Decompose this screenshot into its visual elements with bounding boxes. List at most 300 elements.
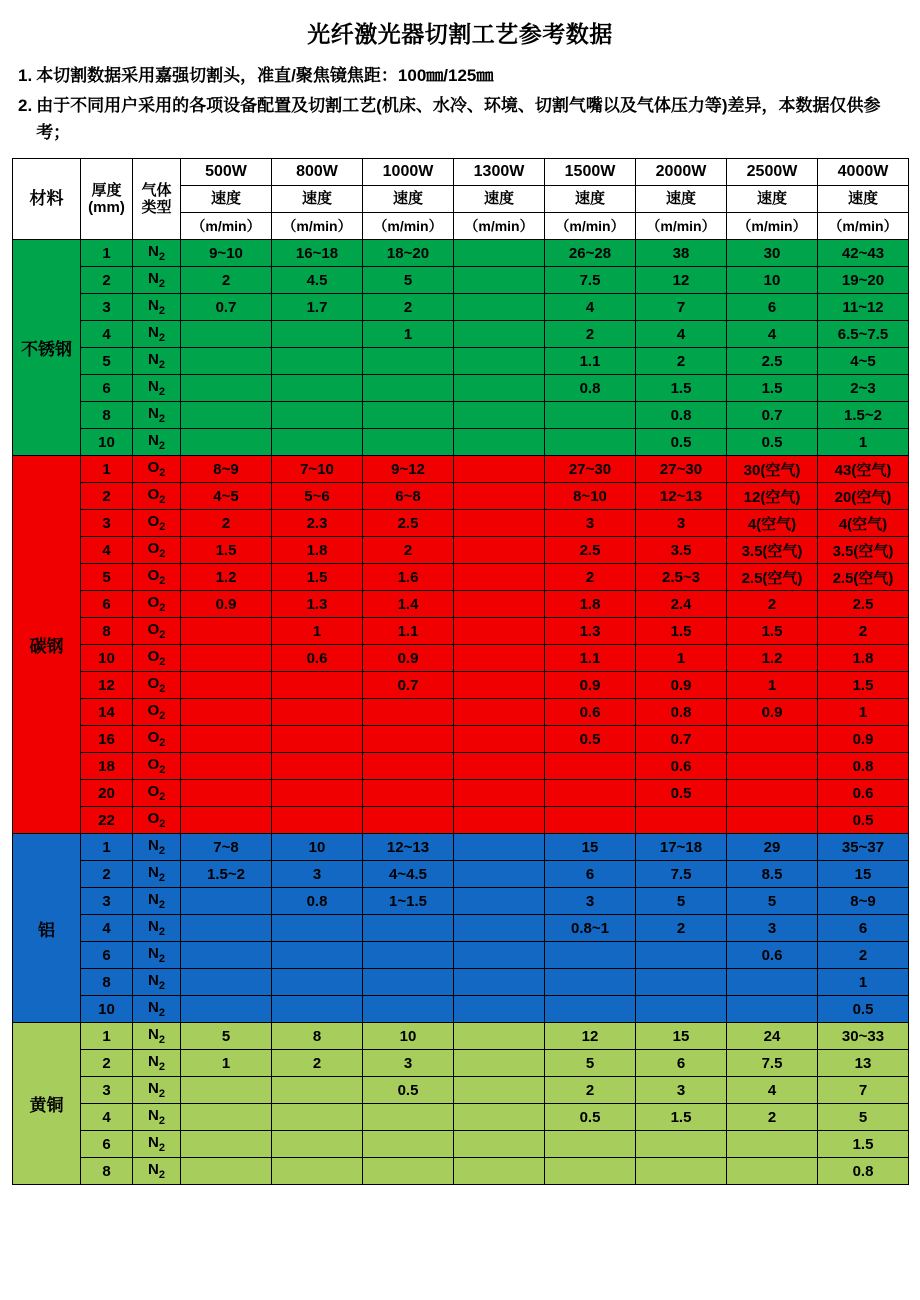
speed-cell: 15 bbox=[545, 834, 636, 861]
material-cell: 碳钢 bbox=[13, 456, 81, 834]
gas-cell: $O_2$ bbox=[133, 699, 181, 726]
header-speed-4000w: 速度 bbox=[818, 186, 909, 213]
material-cell: 黄铜 bbox=[13, 1023, 81, 1185]
header-speed-1000w: 速度 bbox=[363, 186, 454, 213]
header-speed-800w: 速度 bbox=[272, 186, 363, 213]
gas-cell: $O_2$ bbox=[133, 645, 181, 672]
speed-cell bbox=[181, 1131, 272, 1158]
speed-cell bbox=[181, 321, 272, 348]
speed-cell: 11~12 bbox=[818, 294, 909, 321]
speed-cell: 7.5 bbox=[636, 861, 727, 888]
speed-cell: 2 bbox=[636, 915, 727, 942]
speed-cell: 0.8 bbox=[272, 888, 363, 915]
header-unit-500w: （m/min） bbox=[181, 213, 272, 240]
speed-cell bbox=[545, 942, 636, 969]
header-power-500w: 500W bbox=[181, 159, 272, 186]
speed-cell bbox=[272, 348, 363, 375]
thickness-cell: 2 bbox=[81, 861, 133, 888]
speed-cell bbox=[363, 1131, 454, 1158]
note-number: 1. bbox=[18, 66, 33, 85]
speed-cell bbox=[727, 996, 818, 1023]
speed-cell bbox=[454, 861, 545, 888]
speed-cell bbox=[272, 402, 363, 429]
speed-cell: 0.7 bbox=[181, 294, 272, 321]
speed-cell bbox=[181, 780, 272, 807]
table-row bbox=[13, 591, 909, 618]
speed-cell bbox=[454, 969, 545, 996]
header-speed-2000w: 速度 bbox=[636, 186, 727, 213]
speed-cell: 13 bbox=[818, 1050, 909, 1077]
speed-cell: 8~9 bbox=[818, 888, 909, 915]
speed-cell bbox=[272, 1077, 363, 1104]
table-row bbox=[13, 1158, 909, 1185]
table-body bbox=[13, 240, 909, 1185]
table-row bbox=[13, 267, 909, 294]
table-row bbox=[13, 483, 909, 510]
thickness-cell: 1 bbox=[81, 834, 133, 861]
speed-cell: 0.9 bbox=[727, 699, 818, 726]
speed-cell bbox=[545, 402, 636, 429]
header-gas-line2: 类型 bbox=[141, 199, 172, 217]
note-item bbox=[18, 93, 908, 146]
thickness-cell: 8 bbox=[81, 1158, 133, 1185]
gas-cell: $N_2$ bbox=[133, 348, 181, 375]
speed-cell bbox=[636, 996, 727, 1023]
speed-cell bbox=[454, 1023, 545, 1050]
speed-cell: 4 bbox=[636, 321, 727, 348]
thickness-cell: 16 bbox=[81, 726, 133, 753]
speed-cell: 4 bbox=[727, 321, 818, 348]
gas-cell: $N_2$ bbox=[133, 402, 181, 429]
speed-cell bbox=[454, 294, 545, 321]
table-row bbox=[13, 402, 909, 429]
speed-cell: 0.6 bbox=[818, 780, 909, 807]
header-gas-type bbox=[133, 159, 181, 240]
speed-cell: 4~5 bbox=[818, 348, 909, 375]
thickness-cell: 2 bbox=[81, 483, 133, 510]
speed-cell bbox=[454, 942, 545, 969]
speed-cell bbox=[454, 483, 545, 510]
table-row bbox=[13, 456, 909, 483]
speed-cell: 2 bbox=[545, 321, 636, 348]
speed-cell: 2 bbox=[636, 348, 727, 375]
speed-cell: 0.7 bbox=[636, 726, 727, 753]
speed-cell: 12~13 bbox=[363, 834, 454, 861]
speed-cell bbox=[181, 375, 272, 402]
speed-cell bbox=[727, 1158, 818, 1185]
table-row bbox=[13, 969, 909, 996]
thickness-cell: 14 bbox=[81, 699, 133, 726]
speed-cell bbox=[454, 699, 545, 726]
speed-cell: 5~6 bbox=[272, 483, 363, 510]
speed-cell bbox=[181, 807, 272, 834]
speed-cell bbox=[272, 942, 363, 969]
gas-cell: $N_2$ bbox=[133, 267, 181, 294]
thickness-cell: 3 bbox=[81, 294, 133, 321]
speed-cell bbox=[272, 780, 363, 807]
speed-cell: 1.3 bbox=[272, 591, 363, 618]
speed-cell bbox=[272, 699, 363, 726]
gas-cell: $O_2$ bbox=[133, 537, 181, 564]
gas-cell: $N_2$ bbox=[133, 321, 181, 348]
speed-cell: 26~28 bbox=[545, 240, 636, 267]
speed-cell bbox=[363, 780, 454, 807]
speed-cell: 2.5(空气) bbox=[818, 564, 909, 591]
note-number: 2. bbox=[18, 96, 33, 116]
speed-cell: 19~20 bbox=[818, 267, 909, 294]
speed-cell: 5 bbox=[181, 1023, 272, 1050]
speed-cell bbox=[363, 1158, 454, 1185]
speed-cell: 1~1.5 bbox=[363, 888, 454, 915]
speed-cell: 10 bbox=[363, 1023, 454, 1050]
speed-cell: 2 bbox=[727, 1104, 818, 1131]
gas-cell: $O_2$ bbox=[133, 753, 181, 780]
speed-cell bbox=[727, 1131, 818, 1158]
speed-cell: 4.5 bbox=[272, 267, 363, 294]
thickness-cell: 3 bbox=[81, 1077, 133, 1104]
speed-cell bbox=[181, 942, 272, 969]
table-row bbox=[13, 645, 909, 672]
thickness-cell: 2 bbox=[81, 267, 133, 294]
speed-cell: 2 bbox=[181, 267, 272, 294]
speed-cell bbox=[454, 267, 545, 294]
thickness-cell: 5 bbox=[81, 564, 133, 591]
speed-cell: 2 bbox=[363, 537, 454, 564]
table-row bbox=[13, 1104, 909, 1131]
speed-cell: 2.5(空气) bbox=[727, 564, 818, 591]
table-row bbox=[13, 888, 909, 915]
speed-cell: 35~37 bbox=[818, 834, 909, 861]
speed-cell bbox=[727, 753, 818, 780]
thickness-cell: 18 bbox=[81, 753, 133, 780]
gas-cell: $N_2$ bbox=[133, 1131, 181, 1158]
speed-cell: 4(空气) bbox=[727, 510, 818, 537]
speed-cell: 0.9 bbox=[363, 645, 454, 672]
speed-cell bbox=[454, 429, 545, 456]
speed-cell: 3 bbox=[636, 510, 727, 537]
speed-cell: 1.5 bbox=[818, 1131, 909, 1158]
speed-cell: 1.5~2 bbox=[181, 861, 272, 888]
speed-cell: 0.5 bbox=[818, 996, 909, 1023]
speed-cell: 2.5 bbox=[363, 510, 454, 537]
gas-cell: $N_2$ bbox=[133, 1023, 181, 1050]
speed-cell: 5 bbox=[818, 1104, 909, 1131]
speed-cell: 15 bbox=[636, 1023, 727, 1050]
speed-cell: 5 bbox=[545, 1050, 636, 1077]
speed-cell: 3.5 bbox=[636, 537, 727, 564]
speed-cell bbox=[272, 1131, 363, 1158]
speed-cell bbox=[272, 1158, 363, 1185]
header-speed-1500w: 速度 bbox=[545, 186, 636, 213]
speed-cell: 2 bbox=[818, 618, 909, 645]
speed-cell: 3 bbox=[636, 1077, 727, 1104]
speed-cell: 1.5 bbox=[272, 564, 363, 591]
header-power-1500w: 1500W bbox=[545, 159, 636, 186]
speed-cell bbox=[272, 1104, 363, 1131]
speed-cell: 0.5 bbox=[363, 1077, 454, 1104]
speed-cell: 15 bbox=[818, 861, 909, 888]
speed-cell bbox=[454, 726, 545, 753]
speed-cell: 43(空气) bbox=[818, 456, 909, 483]
speed-cell bbox=[545, 780, 636, 807]
speed-cell bbox=[727, 780, 818, 807]
speed-cell: 3 bbox=[363, 1050, 454, 1077]
header-unit-1300w: （m/min） bbox=[454, 213, 545, 240]
header-speed-1300w: 速度 bbox=[454, 186, 545, 213]
speed-cell: 8.5 bbox=[727, 861, 818, 888]
header-speed-2500w: 速度 bbox=[727, 186, 818, 213]
speed-cell bbox=[363, 915, 454, 942]
speed-cell bbox=[272, 375, 363, 402]
gas-cell: $N_2$ bbox=[133, 294, 181, 321]
speed-cell bbox=[181, 645, 272, 672]
speed-cell bbox=[454, 564, 545, 591]
speed-cell: 2 bbox=[818, 942, 909, 969]
speed-cell: 20(空气) bbox=[818, 483, 909, 510]
thickness-cell: 4 bbox=[81, 321, 133, 348]
speed-cell: 7~10 bbox=[272, 456, 363, 483]
table-row bbox=[13, 672, 909, 699]
speed-cell: 3 bbox=[727, 915, 818, 942]
speed-cell: 2 bbox=[363, 294, 454, 321]
speed-cell bbox=[272, 321, 363, 348]
header-power-1300w: 1300W bbox=[454, 159, 545, 186]
gas-cell: $N_2$ bbox=[133, 915, 181, 942]
speed-cell: 6 bbox=[636, 1050, 727, 1077]
speed-cell: 1.5~2 bbox=[818, 402, 909, 429]
speed-cell: 1.5 bbox=[181, 537, 272, 564]
table-row bbox=[13, 537, 909, 564]
speed-cell: 0.5 bbox=[545, 1104, 636, 1131]
speed-cell: 18~20 bbox=[363, 240, 454, 267]
table-row bbox=[13, 915, 909, 942]
speed-cell bbox=[181, 699, 272, 726]
speed-cell: 8~9 bbox=[181, 456, 272, 483]
speed-cell bbox=[454, 456, 545, 483]
speed-cell bbox=[181, 996, 272, 1023]
speed-cell: 6 bbox=[727, 294, 818, 321]
speed-cell bbox=[181, 1077, 272, 1104]
speed-cell: 1 bbox=[636, 645, 727, 672]
thickness-cell: 4 bbox=[81, 915, 133, 942]
speed-cell: 0.9 bbox=[545, 672, 636, 699]
gas-cell: $N_2$ bbox=[133, 375, 181, 402]
speed-cell: 1 bbox=[818, 969, 909, 996]
speed-cell bbox=[181, 888, 272, 915]
header-thickness-line1: 厚度 bbox=[91, 181, 122, 199]
speed-cell: 1.6 bbox=[363, 564, 454, 591]
table-row bbox=[13, 321, 909, 348]
speed-cell: 4~5 bbox=[181, 483, 272, 510]
speed-cell bbox=[454, 1158, 545, 1185]
table-row bbox=[13, 807, 909, 834]
speed-cell: 5 bbox=[727, 888, 818, 915]
table-row bbox=[13, 294, 909, 321]
page-title: 光纤激光器切割工艺参考数据 bbox=[307, 21, 613, 47]
speed-cell: 24 bbox=[727, 1023, 818, 1050]
note-text: 由于不同用户采用的各项设备配置及切割工艺(机床、水冷、环境、切割气嘴以及气体压力等)差异，本数据仅供参考； bbox=[36, 96, 881, 142]
gas-cell: $N_2$ bbox=[133, 861, 181, 888]
speed-cell bbox=[454, 672, 545, 699]
speed-cell: 0.5 bbox=[545, 726, 636, 753]
speed-cell: 1.1 bbox=[363, 618, 454, 645]
speed-cell: 8~10 bbox=[545, 483, 636, 510]
speed-cell: 0.8 bbox=[545, 375, 636, 402]
thickness-cell: 20 bbox=[81, 780, 133, 807]
speed-cell: 2 bbox=[727, 591, 818, 618]
header-gas-line1: 气体 bbox=[141, 181, 172, 199]
speed-cell bbox=[545, 996, 636, 1023]
gas-cell: $N_2$ bbox=[133, 429, 181, 456]
speed-cell: 2~3 bbox=[818, 375, 909, 402]
gas-cell: $N_2$ bbox=[133, 969, 181, 996]
speed-cell: 2 bbox=[545, 1077, 636, 1104]
table-row bbox=[13, 618, 909, 645]
speed-cell bbox=[727, 807, 818, 834]
speed-cell: 0.7 bbox=[727, 402, 818, 429]
speed-cell: 0.6 bbox=[727, 942, 818, 969]
speed-cell: 5 bbox=[363, 267, 454, 294]
speed-cell bbox=[636, 807, 727, 834]
speed-cell bbox=[181, 726, 272, 753]
speed-cell: 3.5(空气) bbox=[727, 537, 818, 564]
speed-cell bbox=[454, 402, 545, 429]
speed-cell: 30 bbox=[727, 240, 818, 267]
speed-cell bbox=[181, 429, 272, 456]
header-speed-500w: 速度 bbox=[181, 186, 272, 213]
thickness-cell: 6 bbox=[81, 375, 133, 402]
speed-cell: 2 bbox=[181, 510, 272, 537]
speed-cell bbox=[363, 807, 454, 834]
speed-cell: 1 bbox=[818, 699, 909, 726]
table-row bbox=[13, 996, 909, 1023]
thickness-cell: 6 bbox=[81, 591, 133, 618]
speed-cell bbox=[454, 591, 545, 618]
speed-cell bbox=[181, 618, 272, 645]
speed-cell bbox=[272, 429, 363, 456]
speed-cell: 6~8 bbox=[363, 483, 454, 510]
speed-cell bbox=[545, 807, 636, 834]
speed-cell: 10 bbox=[727, 267, 818, 294]
speed-cell: 0.7 bbox=[363, 672, 454, 699]
table-row bbox=[13, 726, 909, 753]
speed-cell bbox=[727, 726, 818, 753]
speed-cell bbox=[181, 1158, 272, 1185]
speed-cell: 9~12 bbox=[363, 456, 454, 483]
speed-cell bbox=[545, 1131, 636, 1158]
thickness-cell: 3 bbox=[81, 510, 133, 537]
table-row bbox=[13, 1050, 909, 1077]
thickness-cell: 4 bbox=[81, 1104, 133, 1131]
thickness-cell: 1 bbox=[81, 1023, 133, 1050]
speed-cell: 6 bbox=[818, 915, 909, 942]
speed-cell bbox=[454, 240, 545, 267]
speed-cell bbox=[454, 807, 545, 834]
speed-cell: 0.8 bbox=[818, 753, 909, 780]
speed-cell: 1.8 bbox=[818, 645, 909, 672]
gas-cell: $N_2$ bbox=[133, 996, 181, 1023]
speed-cell: 1.2 bbox=[181, 564, 272, 591]
speed-cell bbox=[181, 672, 272, 699]
speed-cell: 1 bbox=[181, 1050, 272, 1077]
speed-cell bbox=[636, 1131, 727, 1158]
speed-cell bbox=[272, 672, 363, 699]
speed-cell: 0.9 bbox=[636, 672, 727, 699]
speed-cell: 1.7 bbox=[272, 294, 363, 321]
header-unit-2000w: （m/min） bbox=[636, 213, 727, 240]
speed-cell: 1.5 bbox=[727, 375, 818, 402]
thickness-cell: 6 bbox=[81, 1131, 133, 1158]
speed-cell bbox=[181, 1104, 272, 1131]
cutting-parameters-table bbox=[12, 158, 909, 1185]
speed-cell: 3 bbox=[272, 861, 363, 888]
table-row bbox=[13, 1131, 909, 1158]
speed-cell bbox=[272, 726, 363, 753]
speed-cell: 42~43 bbox=[818, 240, 909, 267]
speed-cell: 7~8 bbox=[181, 834, 272, 861]
thickness-cell: 1 bbox=[81, 456, 133, 483]
speed-cell bbox=[454, 537, 545, 564]
gas-cell: $O_2$ bbox=[133, 672, 181, 699]
speed-cell: 9~10 bbox=[181, 240, 272, 267]
speed-cell: 4(空气) bbox=[818, 510, 909, 537]
gas-cell: $O_2$ bbox=[133, 591, 181, 618]
speed-cell: 2.5 bbox=[545, 537, 636, 564]
table-row bbox=[13, 564, 909, 591]
speed-cell: 16~18 bbox=[272, 240, 363, 267]
table-row bbox=[13, 429, 909, 456]
speed-cell bbox=[454, 321, 545, 348]
speed-cell bbox=[363, 996, 454, 1023]
gas-cell: $O_2$ bbox=[133, 807, 181, 834]
gas-cell: $O_2$ bbox=[133, 618, 181, 645]
gas-cell: $N_2$ bbox=[133, 942, 181, 969]
speed-cell: 1.4 bbox=[363, 591, 454, 618]
speed-cell: 2.4 bbox=[636, 591, 727, 618]
header-unit-800w: （m/min） bbox=[272, 213, 363, 240]
speed-cell bbox=[181, 402, 272, 429]
speed-cell bbox=[727, 969, 818, 996]
table-row bbox=[13, 510, 909, 537]
thickness-cell: 8 bbox=[81, 618, 133, 645]
speed-cell bbox=[363, 348, 454, 375]
speed-cell bbox=[454, 1131, 545, 1158]
speed-cell: 1 bbox=[363, 321, 454, 348]
speed-cell bbox=[363, 429, 454, 456]
speed-cell: 2.5~3 bbox=[636, 564, 727, 591]
speed-cell: 4 bbox=[727, 1077, 818, 1104]
thickness-cell: 12 bbox=[81, 672, 133, 699]
speed-cell: 1.5 bbox=[636, 618, 727, 645]
thickness-cell: 5 bbox=[81, 348, 133, 375]
header-unit-4000w: （m/min） bbox=[818, 213, 909, 240]
header-material: 材料 bbox=[13, 159, 81, 240]
speed-cell: 12(空气) bbox=[727, 483, 818, 510]
thickness-cell: 2 bbox=[81, 1050, 133, 1077]
thickness-cell: 6 bbox=[81, 942, 133, 969]
speed-cell: 0.8~1 bbox=[545, 915, 636, 942]
speed-cell bbox=[545, 429, 636, 456]
speed-cell bbox=[454, 645, 545, 672]
speed-cell bbox=[272, 969, 363, 996]
header-power-4000w: 4000W bbox=[818, 159, 909, 186]
table-row bbox=[13, 834, 909, 861]
speed-cell: 1.3 bbox=[545, 618, 636, 645]
thickness-cell: 22 bbox=[81, 807, 133, 834]
speed-cell bbox=[272, 753, 363, 780]
speed-cell: 1.5 bbox=[636, 375, 727, 402]
speed-cell bbox=[545, 1158, 636, 1185]
